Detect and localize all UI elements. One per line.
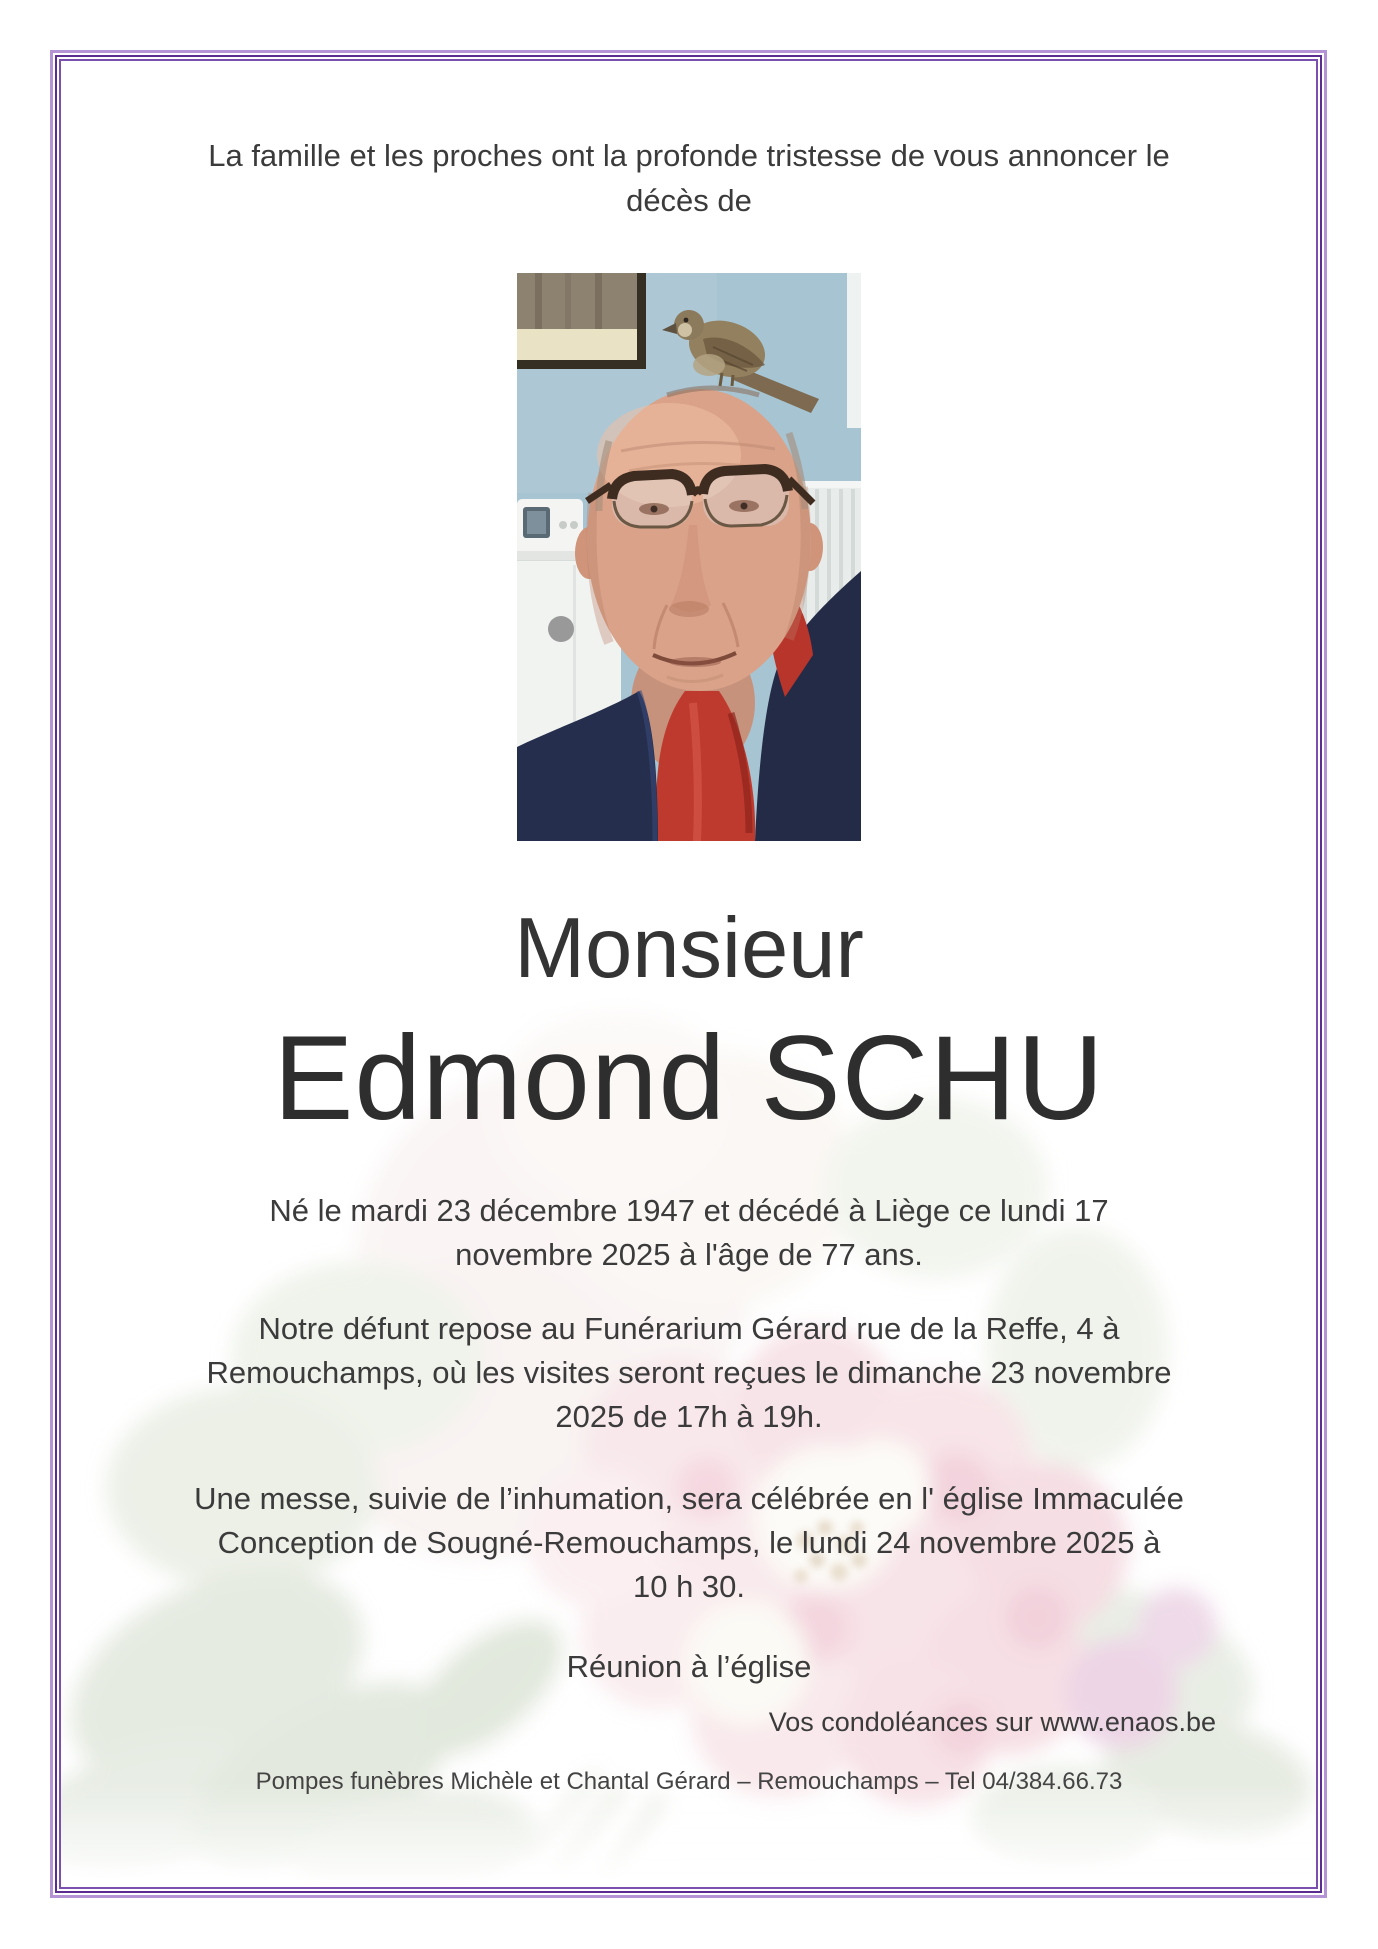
reunion-note: Réunion à l’église (566, 1649, 812, 1684)
intro-line: La famille et les proches ont la profonde tristesse de vous annoncer le (208, 138, 1170, 173)
deceased-name: Edmond SCHU (273, 1011, 1105, 1145)
intro-line: décès de (626, 183, 752, 218)
framed-picture (517, 273, 646, 369)
portrait-photo (517, 273, 861, 841)
photo-door-edge (847, 273, 861, 428)
condolences-link-text: Vos condoléances sur www.enaos.be (768, 1707, 1216, 1737)
paragraph-line: Conception de Sougné-Remouchamps, le lundi 24 novembre 2025 à (217, 1525, 1161, 1560)
paragraph-line: novembre 2025 à l'âge de 77 ans. (455, 1237, 923, 1272)
announcement-content (57, 57, 1321, 1799)
birth-death-paragraph (269, 1189, 1108, 1277)
paragraph-line: 10 h 30. (632, 1569, 746, 1604)
mass-paragraph (194, 1477, 1184, 1609)
funeral-home-footer: Pompes funèbres Michèle et Chantal Gérard – Remouchamps – Tel 04/384.66.73 (255, 1768, 1123, 1795)
paragraph-line: Une messe, suivie de l’inhumation, sera célébrée en l' église Immaculée (194, 1481, 1184, 1516)
funerarium-paragraph (207, 1307, 1172, 1439)
civility-title: Monsieur (514, 901, 864, 996)
paragraph-line: 2025 de 17h à 19h. (555, 1399, 823, 1434)
intro-text (208, 133, 1170, 223)
paragraph-line: Remouchamps, où les visites seront reçues le dimanche 23 novembre (206, 1355, 1172, 1390)
paragraph-line: Notre défunt repose au Funérarium Gérard rue de la Reffe, 4 à (258, 1311, 1120, 1346)
paragraph-line: Né le mardi 23 décembre 1947 et décédé à Liège ce lundi 17 (269, 1193, 1109, 1228)
gray-dot-watermark (548, 616, 574, 642)
